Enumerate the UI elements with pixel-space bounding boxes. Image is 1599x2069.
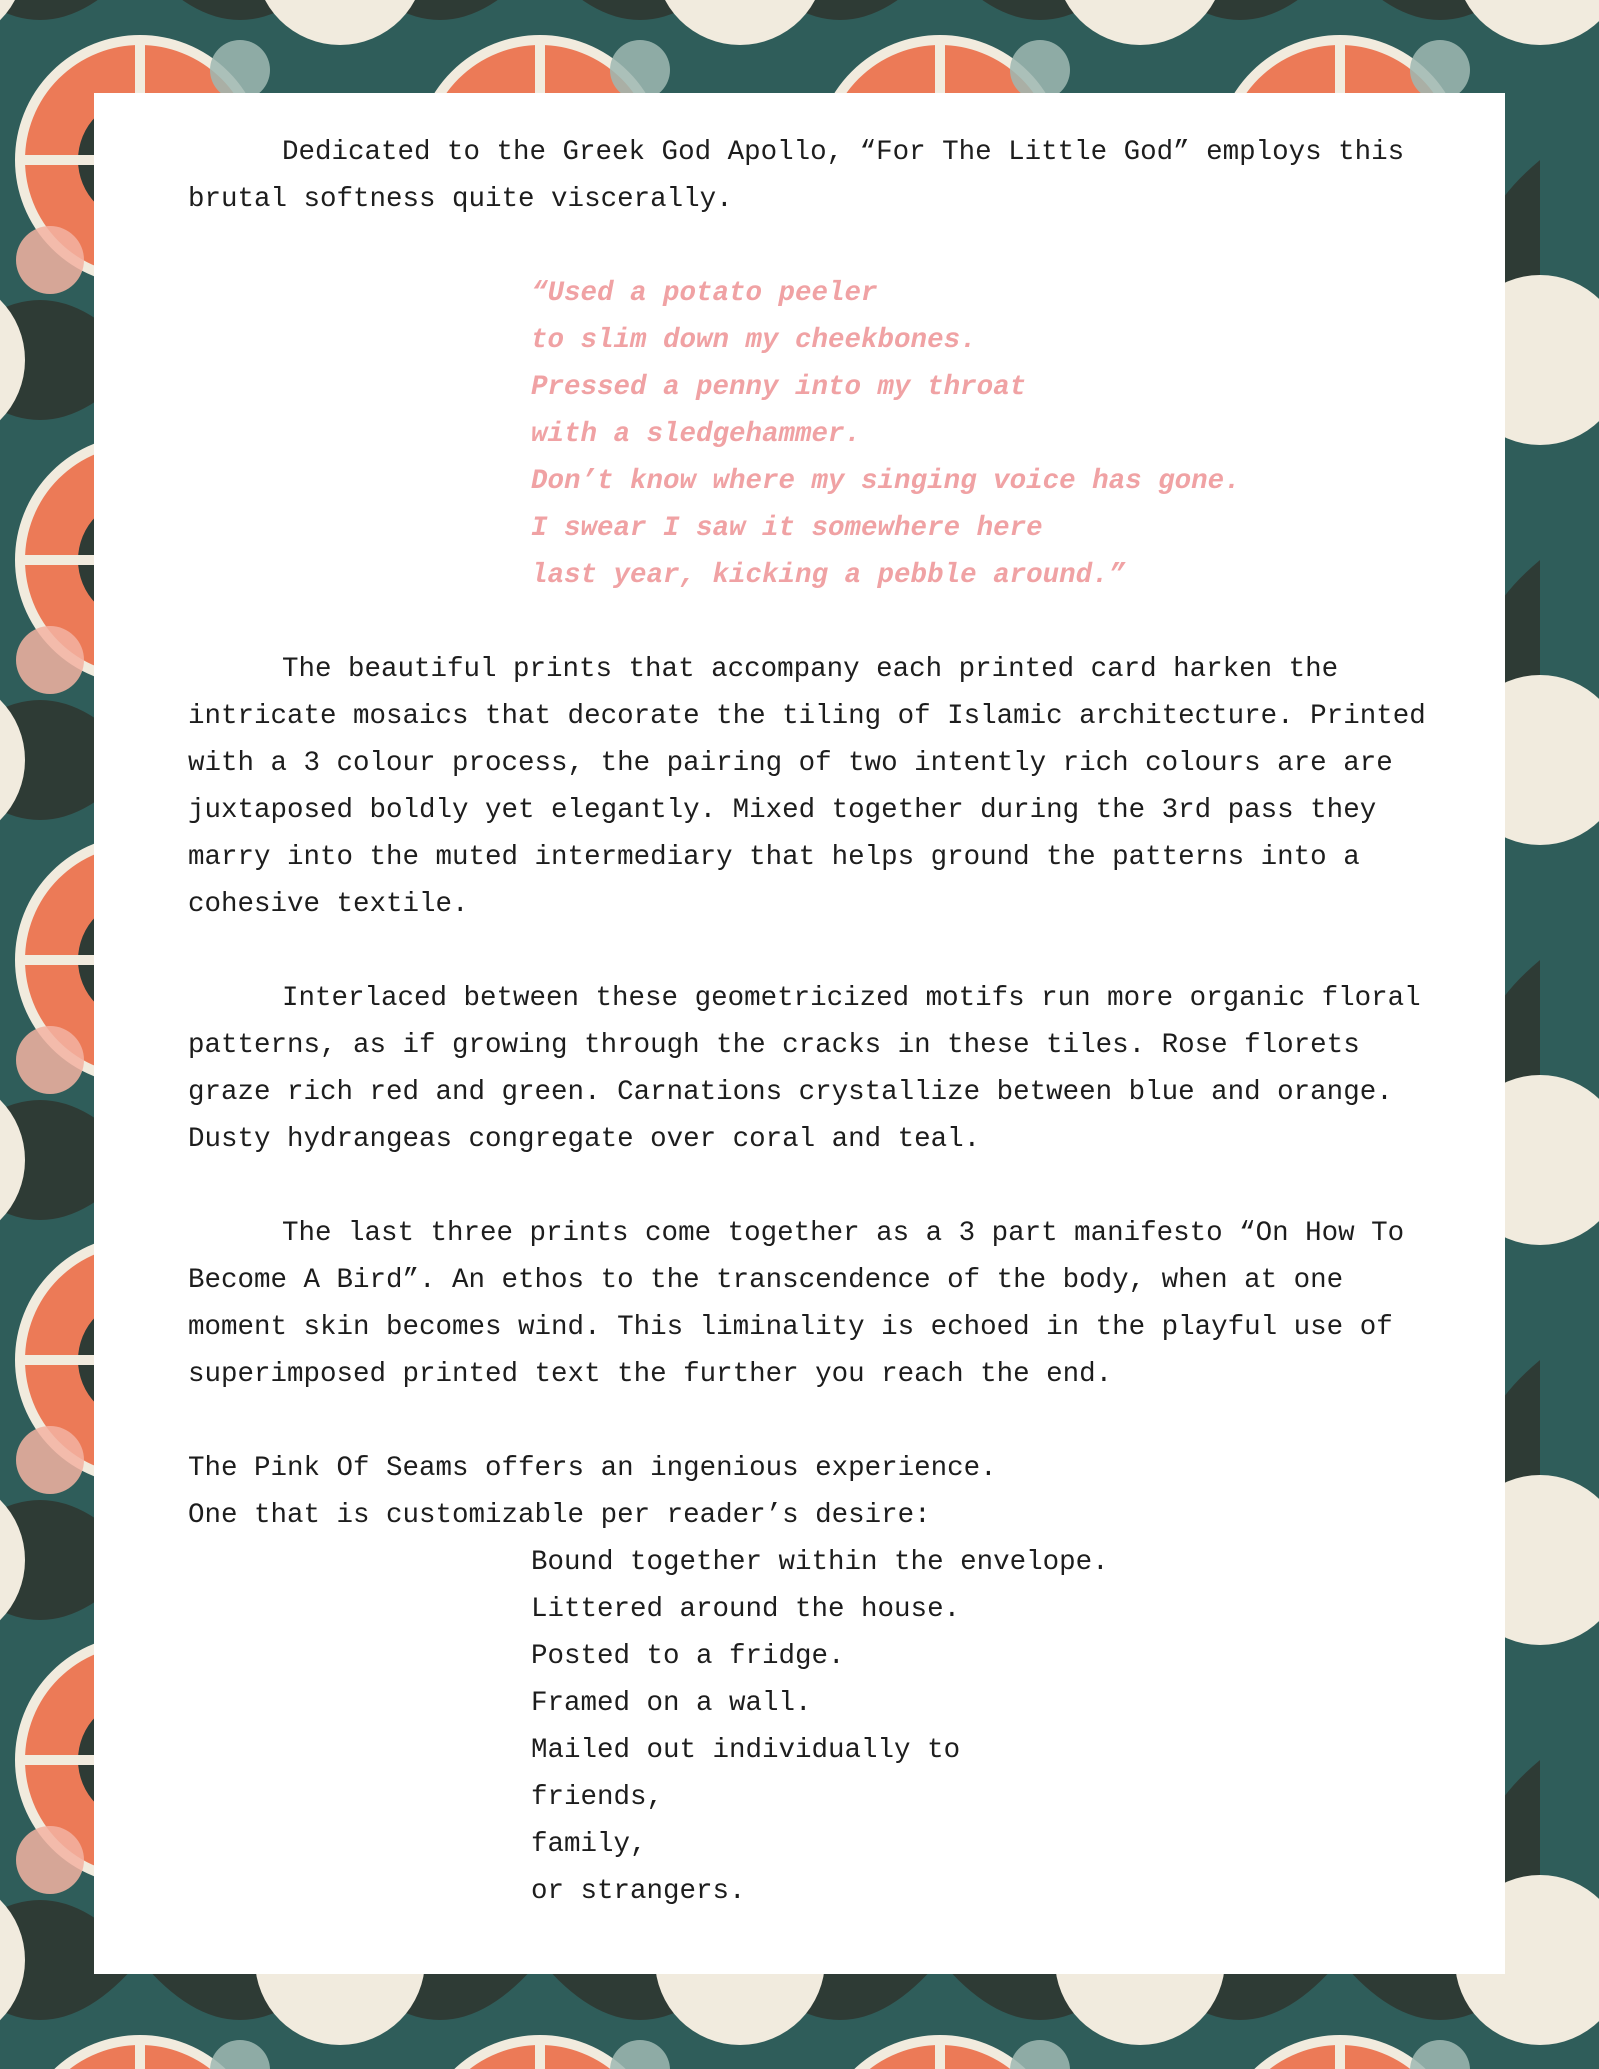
text-page xyxy=(94,93,1505,1974)
list-item: friends, xyxy=(531,1782,664,1813)
floral-paragraph: Interlaced between these geometricized motifs run more organic floral patterns, as if growing through the cracks in these tiles. Rose florets graze rich red and green. Carnations crystallize between blue and orange. Dusty hydrangeas congregate over coral and teal. xyxy=(188,983,1421,1155)
list-item: family, xyxy=(531,1829,647,1860)
closing-line: The Pink Of Seams offers an ingenious experience. xyxy=(188,1453,997,1484)
list-item: Framed on a wall. xyxy=(531,1688,812,1719)
poem-line: Pressed a penny into my throat xyxy=(531,372,1027,403)
poem-line: Don’t know where my singing voice has gone. xyxy=(531,466,1241,497)
list-item: Littered around the house. xyxy=(531,1594,961,1625)
poem-line: to slim down my cheekbones. xyxy=(531,325,977,356)
list-item: Posted to a fridge. xyxy=(531,1641,845,1672)
poem-line: last year, kicking a pebble around.” xyxy=(531,560,1126,591)
options-list xyxy=(531,1539,1448,1915)
poem-line: “Used a potato peeler xyxy=(531,278,878,309)
prints-paragraph: The beautiful prints that accompany each printed card harken the intricate mosaics that decorate the tiling of Islamic architecture. Printed with a 3 colour process, the pairing of two intently rich colours are are juxtaposed boldly yet elegantly. Mixed together during the 3rd pass they marry into the muted intermediary that helps ground the patterns into a cohesive textile. xyxy=(188,654,1426,920)
list-item: Mailed out individually to xyxy=(531,1735,961,1766)
list-item: Bound together within the envelope. xyxy=(531,1547,1109,1578)
closing-line: One that is customizable per reader’s desire: xyxy=(188,1500,931,1531)
poem-line: I swear I saw it somewhere here xyxy=(531,513,1043,544)
poem-line: with a sledgehammer. xyxy=(531,419,862,450)
list-item: or strangers. xyxy=(531,1876,746,1907)
manifesto-paragraph: The last three prints come together as a 3 part manifesto “On How To Become A Bird”. An ethos to the transcendence of the body, when at one moment skin becomes wind. This liminality is echoed in the playful use of superimposed printed text the further you reach the end. xyxy=(188,1218,1405,1390)
intro-paragraph: Dedicated to the Greek God Apollo, “For The Little God” employs this brutal softness quite viscerally. xyxy=(188,137,1405,215)
poem-quote xyxy=(531,270,1448,599)
article-body xyxy=(188,129,1448,1915)
